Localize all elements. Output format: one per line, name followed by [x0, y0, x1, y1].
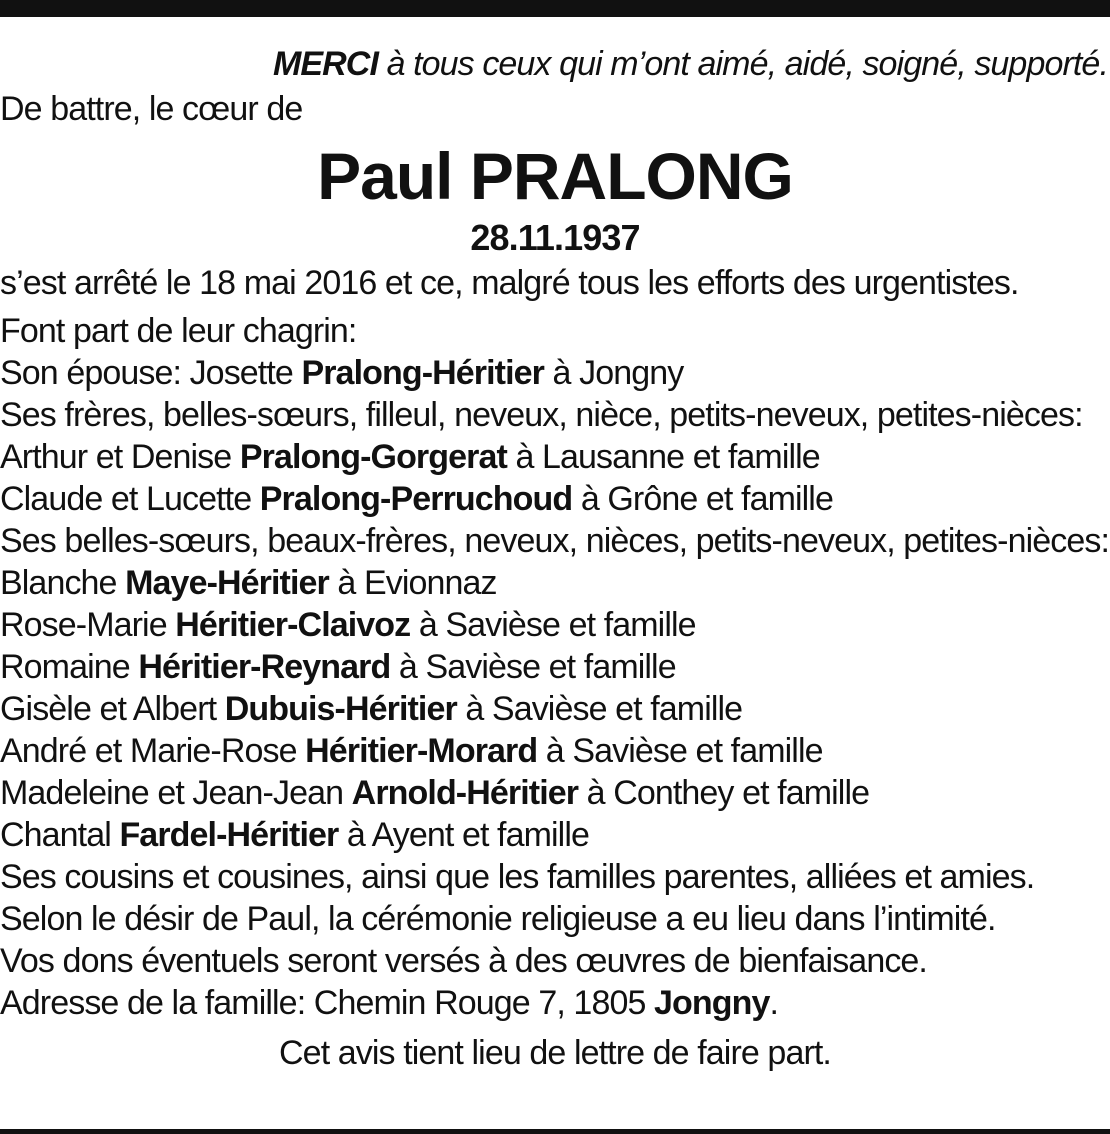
death-line: s’est arrêté le 18 mai 2016 et ce, malgré tous les efforts des urgentistes. — [0, 264, 1019, 302]
family-line — [0, 646, 1110, 688]
family-line — [0, 478, 1110, 520]
family-line-text: André et Marie-Rose — [0, 732, 306, 770]
family-line-place: à Conthey et famille — [578, 774, 870, 812]
family-line-text: Arthur et Denise — [0, 438, 240, 476]
family-line-text: Madeleine et Jean-Jean — [0, 774, 352, 812]
family-line-place: à Savièse et famille — [390, 648, 676, 686]
family-line-place: à Savièse et famille — [537, 732, 823, 770]
family-line — [0, 772, 1110, 814]
family-line-surname: Jongny — [654, 984, 770, 1022]
family-line-text: Gisèle et Albert — [0, 690, 225, 728]
family-line-place: à Lausanne et famille — [506, 438, 820, 476]
thanks-bold: MERCI — [272, 45, 378, 83]
family-line-text: Chantal — [0, 816, 120, 854]
family-line-text: Ses belles-sœurs, beaux-frères, neveux, nièces, petits-neveux, petites-nièces: — [0, 522, 1110, 560]
top-rule — [0, 0, 1110, 17]
family-line — [0, 688, 1110, 730]
family-line-text: Romaine — [0, 648, 139, 686]
family-line — [0, 856, 1110, 898]
family-line-place: à Grône et famille — [572, 480, 833, 518]
family-line-surname: Dubuis-Héritier — [224, 690, 457, 728]
family-line-text: Ses cousins et cousines, ainsi que les familles parentes, alliées et amies. — [0, 858, 1035, 896]
death-notice — [0, 40, 1110, 1074]
family-line-surname: Pralong-Perruchoud — [259, 480, 573, 518]
thanks-text: à tous ceux qui m’ont aimé, aidé, soigné, supporté. — [378, 45, 1108, 83]
family-line-surname: Maye-Héritier — [125, 564, 329, 602]
intro-line: De battre, le cœur de — [0, 90, 303, 128]
family-line — [0, 898, 1110, 940]
family-line-surname: Héritier-Claivoz — [175, 606, 411, 644]
family-line-text: Claude et Lucette — [0, 480, 260, 518]
family-line-place: à Jongny — [544, 354, 684, 392]
family-line-text: Selon le désir de Paul, la cérémonie religieuse a eu lieu dans l’intimité. — [0, 900, 996, 938]
family-line-place: à Evionnaz — [328, 564, 497, 602]
family-line — [0, 730, 1110, 772]
closing-line: Cet avis tient lieu de lettre de faire part. — [279, 1034, 831, 1072]
family-line-text: Ses frères, belles-sœurs, filleul, neveux, nièce, petits-neveux, petites-nièces: — [0, 396, 1083, 434]
family-line — [0, 520, 1110, 562]
family-line — [0, 814, 1110, 856]
family-line — [0, 562, 1110, 604]
family-address-line — [0, 982, 1110, 1024]
family-line-surname: Héritier-Reynard — [138, 648, 391, 686]
deceased-name: Paul PRALONG — [317, 139, 793, 213]
family-line-place: . — [769, 984, 779, 1022]
family-line — [0, 394, 1110, 436]
thanks-line — [0, 40, 1110, 88]
family-line-surname: Pralong-Gorgerat — [239, 438, 507, 476]
family-line-text: Vos dons éventuels seront versés à des œuvres de bienfaisance. — [0, 942, 927, 980]
family-line-place: à Savièse et famille — [410, 606, 696, 644]
family-line-text: Rose-Marie — [0, 606, 176, 644]
family-line — [0, 940, 1110, 982]
family-line-text: Adresse de la famille: Chemin Rouge 7, 1805 — [0, 984, 655, 1022]
family-line — [0, 436, 1110, 478]
family-line-text: Son épouse: Josette — [0, 354, 302, 392]
family-line-surname: Fardel-Héritier — [119, 816, 339, 854]
family-line — [0, 352, 1110, 394]
family-line-surname: Arnold-Héritier — [351, 774, 579, 812]
birth-date: 28.11.1937 — [470, 217, 640, 258]
family-line-place: à Savièse et famille — [456, 690, 743, 728]
announcement-line: Font part de leur chagrin: — [0, 312, 357, 350]
family-line-surname: Pralong-Héritier — [301, 354, 544, 392]
bottom-rule — [0, 1129, 1110, 1134]
family-line — [0, 604, 1110, 646]
family-line-text: Blanche — [0, 564, 126, 602]
family-line-surname: Héritier-Morard — [305, 732, 538, 770]
family-line-place: à Ayent et famille — [338, 816, 589, 854]
